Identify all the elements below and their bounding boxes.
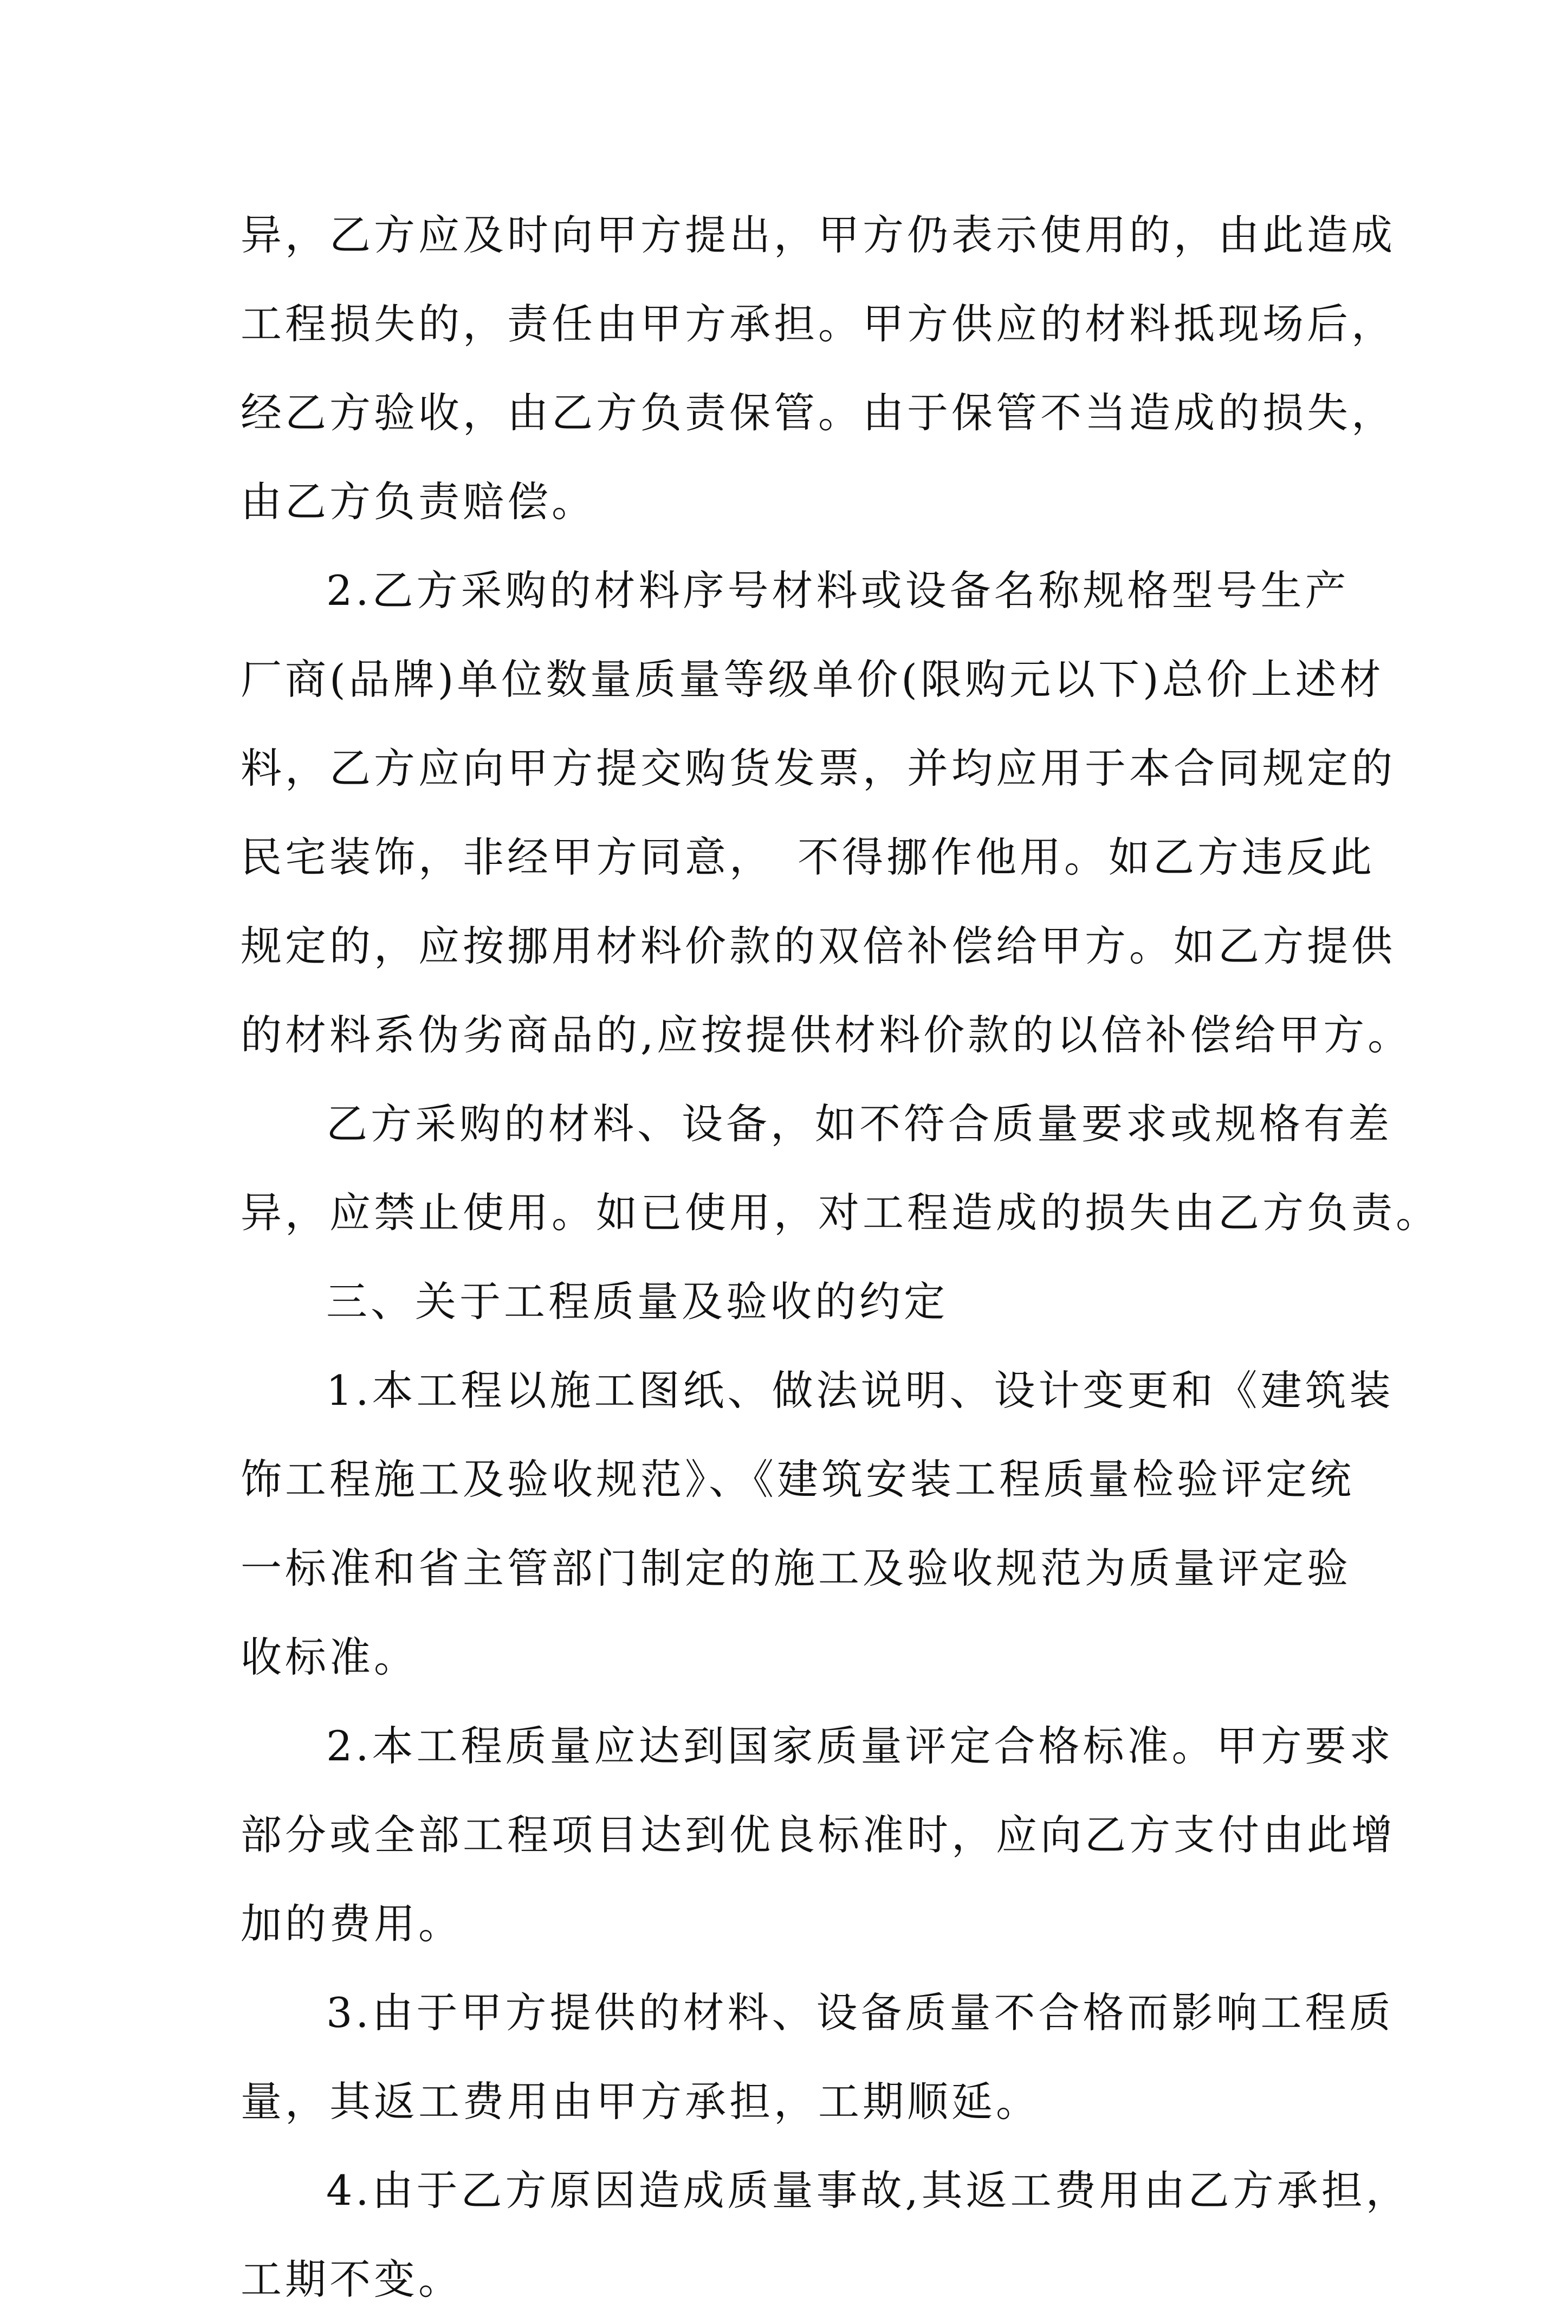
text-line: 异，乙方应及时向甲方提出，甲方仍表示使用的，由此造成 — [241, 211, 1396, 259]
contract-text — [241, 191, 1440, 2324]
text-line: 饰工程施工及验收规范》、《建筑安装工程质量检验评定统 — [241, 1455, 1355, 1503]
text-line: 厂商(品牌)单位数量质量等级单价(限购元以下)总价上述材 — [241, 655, 1384, 703]
paragraph-start-line: 3.由于甲方提供的材料、设备质量不合格而影响工程质 — [326, 1989, 1394, 2037]
text-line: 部分或全部工程项目达到优良标准时，应向乙方支付由此增 — [241, 1811, 1396, 1859]
paragraph-start-line: 2.乙方采购的材料序号材料或设备名称规格型号生产 — [326, 566, 1350, 615]
text-line: 一标准和省主管部门制定的施工及验收规范为质量评定验 — [241, 1544, 1351, 1592]
text-line: 异，应禁止使用。如已使用，对工程造成的损失由乙方负责。 — [241, 1189, 1440, 1237]
paragraph-start-line: 1.本工程以施工图纸、做法说明、设计变更和《建筑装 — [326, 1366, 1394, 1415]
text-line: 料，乙方应向甲方提交购货发票，并均应用于本合同规定的 — [241, 744, 1396, 792]
text-line: 加的费用。 — [241, 1900, 463, 1948]
text-line: 量，其返工费用由甲方承担，工期顺延。 — [241, 2077, 1040, 2126]
paragraph-start-line: 4.由于乙方原因造成质量事故,其返工费用由乙方承担， — [326, 2166, 1410, 2215]
text-line: 工程损失的，责任由甲方承担。甲方供应的材料抵现场后， — [241, 300, 1396, 348]
paragraph-start-line: 乙方采购的材料、设备，如不符合质量要求或规格有差 — [326, 1100, 1392, 1148]
text-line: 民宅装饰，非经甲方同意， 不得挪作他用。如乙方违反此 — [241, 833, 1375, 881]
paragraph-start-line: 2.本工程质量应达到国家质量评定合格标准。甲方要求 — [326, 1722, 1394, 1770]
text-line: 经乙方验收，由乙方负责保管。由于保管不当造成的损失， — [241, 389, 1396, 437]
text-line: 的材料系伪劣商品的,应按提供材料价款的以倍补偿给甲方。 — [241, 1011, 1413, 1059]
text-line: 规定的，应按挪用材料价款的双倍补偿给甲方。如乙方提供 — [241, 922, 1396, 970]
text-line: 工期不变。 — [241, 2255, 463, 2303]
text-line: 由乙方负责赔偿。 — [241, 477, 596, 526]
section-heading: 三、关于工程质量及验收的约定 — [326, 1277, 948, 1326]
text-line: 收标准。 — [241, 1633, 418, 1681]
